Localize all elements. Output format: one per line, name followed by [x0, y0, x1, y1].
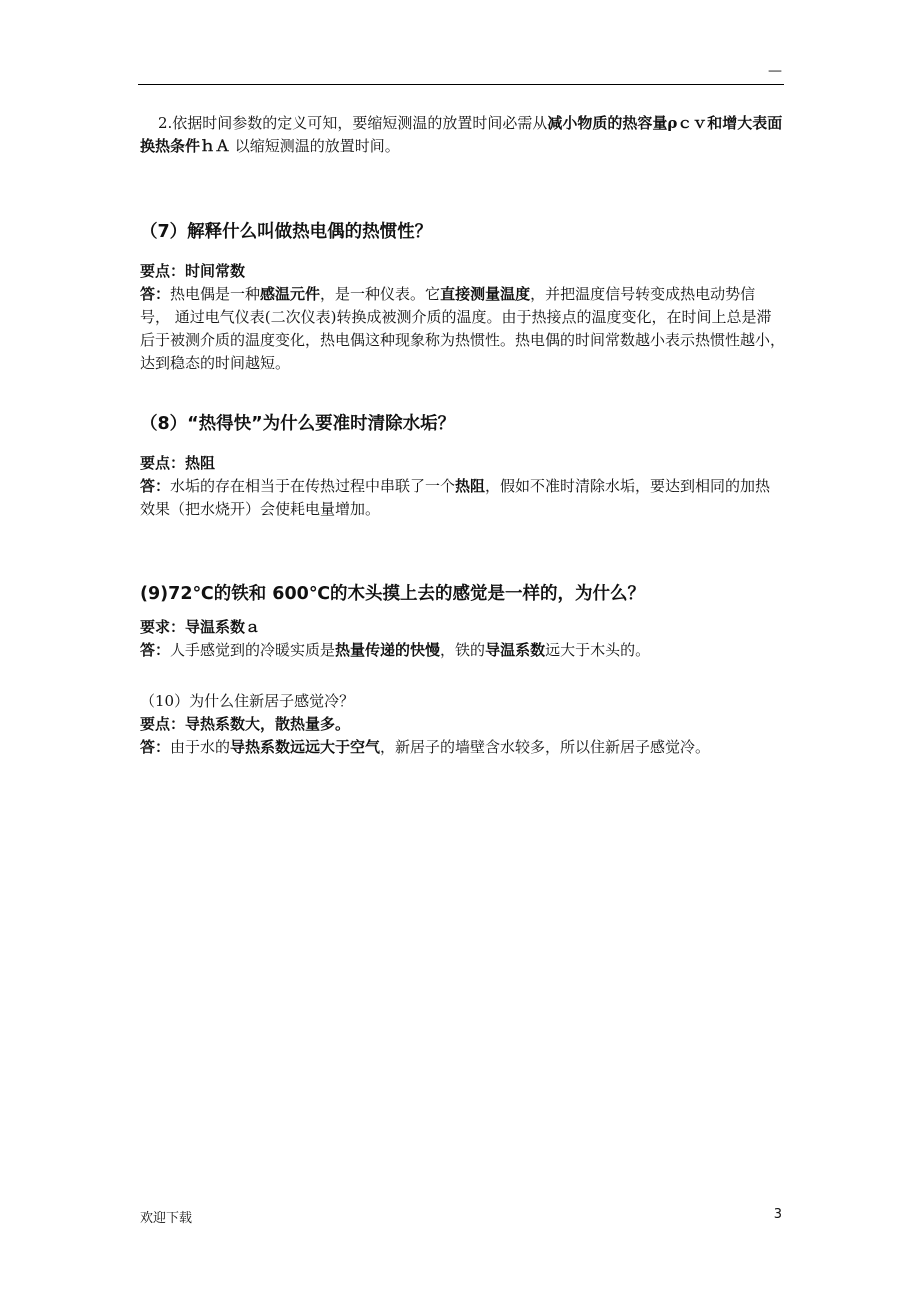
q8-a1: 水垢的存在相当于在传热过程中串联了一个: [170, 477, 456, 495]
intro-prefix: 2.依据时间参数的定义可知，要缩短测温的放置时间必需从: [158, 114, 548, 132]
q9-answer: [140, 639, 785, 662]
q7-a1: 热电偶是一种: [170, 285, 261, 303]
intro-bold: 减小物质的热容量ρｃｖ和增大表面换热条件ｈＡ: [140, 114, 783, 155]
intro-paragraph: [140, 112, 785, 158]
q10-a1: 由于水的: [170, 738, 231, 756]
q9-a2-bold: 导温系数: [485, 641, 546, 659]
q10-answer: [140, 736, 785, 759]
question-9: [140, 582, 785, 662]
q9-key-value: 导温系数ａ: [185, 618, 261, 636]
q10-key-value: 导热系数大，散热量多。: [185, 715, 351, 733]
q7-title: （7）解释什么叫做热电偶的热惯性？: [140, 222, 433, 242]
page-number: 3: [773, 1207, 782, 1222]
q8-a2: ，假如不准时清除水垢，要达到相同的加热效果（把水烧开）会使耗电量增加。: [140, 477, 771, 518]
q7-answer: [140, 283, 785, 375]
q8-key-value: 热阻: [185, 454, 216, 472]
q10-title: （10）为什么住新居子感觉冷？: [140, 692, 355, 710]
q10-answer-label: 答：: [140, 738, 171, 756]
q10-a1-bold: 导热系数远远大于空气: [230, 738, 381, 756]
question-7: [140, 220, 785, 375]
q9-key-label: 要求：: [140, 618, 186, 636]
q10-key-label: 要点：: [140, 715, 186, 733]
q9-a1-bold: 热量传递的快慢: [335, 641, 441, 659]
q9-answer-label: 答：: [140, 641, 171, 659]
question-10: [140, 690, 785, 759]
q7-key-value: 时间常数: [185, 262, 246, 280]
header-rule: [138, 84, 784, 85]
q9-a2: ，铁的: [440, 641, 486, 659]
q8-title: （8）“热得快”为什么要准时清除水垢？: [140, 414, 456, 434]
q7-a2: ，是一种仪表。它: [320, 285, 441, 303]
q8-answer-label: 答：: [140, 477, 171, 495]
header-mark: —: [768, 63, 782, 79]
q10-a2: ，新居子的墙壁含水较多，所以住新居子感觉冷。: [380, 738, 711, 756]
q9-a1: 人手感觉到的冷暖实质是: [170, 641, 336, 659]
question-8: [140, 412, 785, 521]
q7-a1-bold: 感温元件: [260, 285, 321, 303]
q9-a3: 远大于木头的。: [545, 641, 651, 659]
q7-key-label: 要点：: [140, 262, 186, 280]
q8-answer: [140, 475, 785, 521]
q8-a1-bold: 热阻: [455, 477, 486, 495]
footer-download-text: 欢迎下载: [140, 1211, 193, 1226]
intro-suffix: 以缩短测温的放置时间。: [234, 137, 400, 155]
q7-a3: ，并把温度信号转变成热电动势信号， 通过电气仪表(二次仪表)转换成被测介质的温度。由于热接点的温度变化，在时间上总是滞后于被测介质的温度变化，热电偶这种现象称为热惯性。热电偶的时间常数越小表示热惯性越小，达到稳态的时间越短。: [140, 285, 786, 372]
q8-key-label: 要点：: [140, 454, 186, 472]
q7-a2-bold: 直接测量温度: [440, 285, 531, 303]
q7-answer-label: 答：: [140, 285, 171, 303]
q9-title: (9)72℃的铁和 600℃的木头摸上去的感觉是一样的，为什么？: [140, 584, 646, 604]
